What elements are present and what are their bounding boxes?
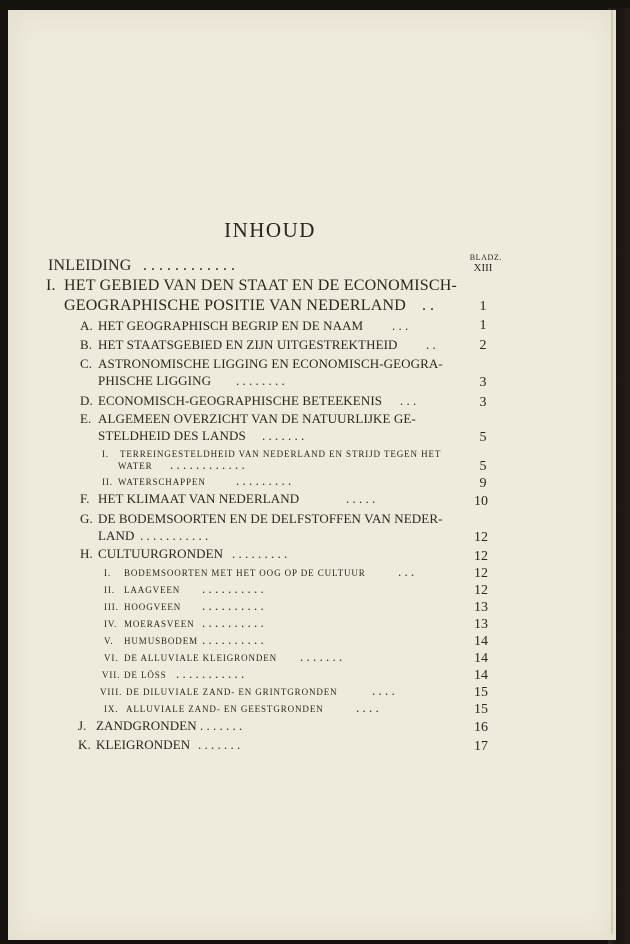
toc-entry-title: HET KLIMAAT VAN NEDERLAND	[98, 491, 300, 506]
toc-entry[interactable]	[102, 477, 206, 487]
toc-entry-title: WATERSCHAPPEN	[118, 477, 206, 487]
toc-entry-title: INLEIDING	[48, 257, 132, 274]
leader-dots: . . . . . . .	[262, 428, 305, 443]
leader-dots: . . . . .	[346, 491, 376, 506]
leader-dots: . . . . . . .	[300, 649, 343, 664]
toc-entry-title: CULTUURGRONDEN	[98, 546, 224, 561]
toc-entry[interactable]	[80, 546, 223, 562]
toc-entry[interactable]	[80, 356, 443, 372]
leader-dots: . . .	[392, 318, 409, 333]
toc-entry-title: ECONOMISCH-GEOGRAPHISCHE BETEEKENIS	[98, 393, 383, 408]
toc-entry-title: ASTRONOMISCHE LIGGING EN ECONOMISCH-GEOGRA-	[98, 356, 443, 371]
toc-entry-number: J.	[78, 718, 87, 733]
toc-entry-number: G.	[80, 511, 93, 526]
toc-entry[interactable]	[104, 602, 181, 612]
toc-entry[interactable]	[104, 653, 277, 663]
toc-page-number: 12	[474, 583, 488, 598]
toc-page-number: 2	[479, 338, 487, 353]
toc-entry[interactable]	[104, 568, 366, 578]
leader-dots: . . . .	[356, 700, 379, 715]
toc-page-number: 12	[474, 566, 488, 581]
toc-entry-title: HET GEBIED VAN DEN STAAT EN DE ECONOMISCH-	[64, 277, 458, 294]
toc-entry-number: K.	[78, 737, 91, 752]
toc-entry-number: H.	[80, 546, 93, 561]
toc-entry[interactable]	[104, 585, 180, 595]
toc-entry-number: IX.	[104, 704, 119, 714]
leader-dots: . . . . . . . .	[236, 373, 285, 388]
leader-dots: . .	[426, 337, 436, 352]
toc-entry-number: VI.	[104, 653, 119, 663]
leader-dots: . . . . . . . . . . .	[140, 528, 209, 543]
toc-page-number: 14	[474, 668, 488, 683]
leader-dots: . . . . . . .	[200, 718, 243, 733]
leader-dots: . .	[422, 297, 434, 314]
toc-entry-title: KLEIGRONDEN	[96, 737, 191, 752]
leader-dots: . . . . . . . . . . . .	[170, 457, 245, 472]
toc-entry-number: F.	[80, 491, 90, 506]
toc-page-number: 17	[474, 739, 488, 754]
leader-dots: . . .	[400, 393, 417, 408]
leader-dots: . . . .	[372, 683, 395, 698]
toc-page-number: 5	[479, 459, 487, 474]
toc-entry-title: DE BODEMSOORTEN EN DE DELFSTOFFEN VAN NEDER-	[98, 511, 443, 526]
leader-dots: . . . . . . .	[198, 737, 241, 752]
toc-page-number: 15	[474, 685, 488, 700]
toc-entry-title: MOERASVEEN	[124, 619, 195, 629]
toc-entry-continuation: LAND	[98, 528, 135, 543]
toc-page-number: 13	[474, 617, 488, 632]
toc-entry-number: VIII.	[100, 687, 123, 697]
toc-page-number: 13	[474, 600, 488, 615]
toc-entry-number: E.	[80, 411, 92, 426]
toc-page-number: 5	[479, 430, 487, 445]
toc-entry[interactable]	[80, 337, 398, 353]
toc-entry[interactable]	[102, 670, 167, 680]
toc-page-number: 1	[479, 318, 487, 333]
toc-entry[interactable]	[80, 491, 299, 507]
toc-entry[interactable]	[46, 277, 457, 295]
toc-entry[interactable]	[78, 718, 197, 734]
toc-page-number: XIII	[473, 262, 493, 274]
page-column-header: BLADZ.	[469, 253, 502, 262]
toc-entry-title: ALLUVIALE ZAND- EN GEESTGRONDEN	[126, 704, 324, 714]
toc-entry-title: HUMUSBODEM	[124, 636, 199, 646]
toc-entry-title: DE DILUVIALE ZAND- EN GRINTGRONDEN	[126, 687, 338, 697]
toc-entry[interactable]	[80, 393, 382, 409]
toc-entry-number: II.	[102, 477, 113, 487]
toc-page-number: 3	[479, 395, 487, 410]
toc-entry[interactable]	[104, 636, 198, 646]
toc-entry-number: C.	[80, 356, 93, 371]
toc-page-number: 15	[474, 702, 488, 717]
toc-page-number: 9	[479, 476, 487, 491]
toc-entry-title: HOOGVEEN	[124, 602, 182, 612]
toc-entry-title: DE LÖSS	[124, 670, 167, 680]
toc-entry-number: III.	[104, 602, 119, 612]
toc-page-number: 10	[474, 494, 488, 509]
toc-entry[interactable]	[104, 619, 195, 629]
toc-page-number: 14	[474, 651, 488, 666]
leader-dots: . . . . . . . . . . . .	[143, 257, 235, 274]
toc-entry-continuation: PHISCHE LIGGING	[98, 373, 212, 388]
toc-entry-number: I.	[46, 277, 56, 294]
leader-dots: . . . . . . . . . . .	[176, 666, 245, 681]
toc-entry[interactable]	[104, 704, 324, 714]
toc-entry-title: DE ALLUVIALE KLEIGRONDEN	[124, 653, 278, 663]
toc-page-number: 12	[474, 549, 488, 564]
toc-entry-continuation: GEOGRAPHISCHE POSITIE VAN NEDERLAND	[64, 297, 406, 314]
toc-entry-number: I.	[104, 568, 112, 578]
toc-entry-number: IV.	[104, 619, 118, 629]
toc-entry-number: B.	[80, 337, 93, 352]
toc-entry[interactable]	[48, 257, 132, 275]
toc-page-number: 12	[474, 530, 488, 545]
toc-entry[interactable]	[80, 318, 363, 334]
toc-entry[interactable]	[80, 411, 416, 427]
toc-entry-title: ALGEMEEN OVERZICHT VAN DE NATUURLIJKE GE-	[98, 411, 416, 426]
toc-page-number: 3	[479, 375, 487, 390]
leader-dots: . . .	[398, 564, 415, 579]
toc-entry-title: LAAGVEEN	[124, 585, 181, 595]
leader-dots: . . . . . . . . . .	[202, 581, 264, 596]
toc-entry[interactable]	[100, 687, 338, 697]
page-title: INHOUD	[224, 218, 316, 242]
toc-page-number: 16	[474, 720, 488, 735]
toc-entry-number: I.	[102, 449, 110, 459]
toc-entry-title: HET GEOGRAPHISCH BEGRIP EN DE NAAM	[98, 318, 364, 333]
toc-entry-number: V.	[104, 636, 114, 646]
toc-entry-number: II.	[104, 585, 115, 595]
toc-entry[interactable]	[102, 449, 441, 459]
toc-entry-number: D.	[80, 393, 93, 408]
toc-entry-title: TERREINGESTELDHEID VAN NEDERLAND EN STRIJD TEGEN HET	[120, 449, 442, 459]
toc-entry-title: BODEMSOORTEN MET HET OOG OP DE CULTUUR	[124, 568, 366, 578]
leader-dots: . . . . . . . . . .	[202, 615, 264, 630]
toc-entry-continuation: STELDHEID DES LANDS	[98, 428, 246, 443]
toc-entry-number: VII.	[102, 670, 121, 680]
toc-entry-number: A.	[80, 318, 93, 333]
leader-dots: . . . . . . . . . .	[202, 632, 264, 647]
leader-dots: . . . . . . . . .	[236, 473, 292, 488]
toc-entry[interactable]	[80, 511, 443, 527]
leader-dots: . . . . . . . . . .	[202, 598, 264, 613]
toc-page-number: 14	[474, 634, 488, 649]
toc-entry-title: HET STAATSGEBIED EN ZIJN UITGESTREKTHEID	[98, 337, 398, 352]
toc-page-number: 1	[479, 299, 487, 314]
toc-entry-continuation: WATER	[118, 461, 153, 471]
leader-dots: . . . . . . . . .	[232, 546, 288, 561]
toc-entry[interactable]	[78, 737, 190, 753]
toc-entry-title: ZANDGRONDEN	[96, 718, 197, 733]
